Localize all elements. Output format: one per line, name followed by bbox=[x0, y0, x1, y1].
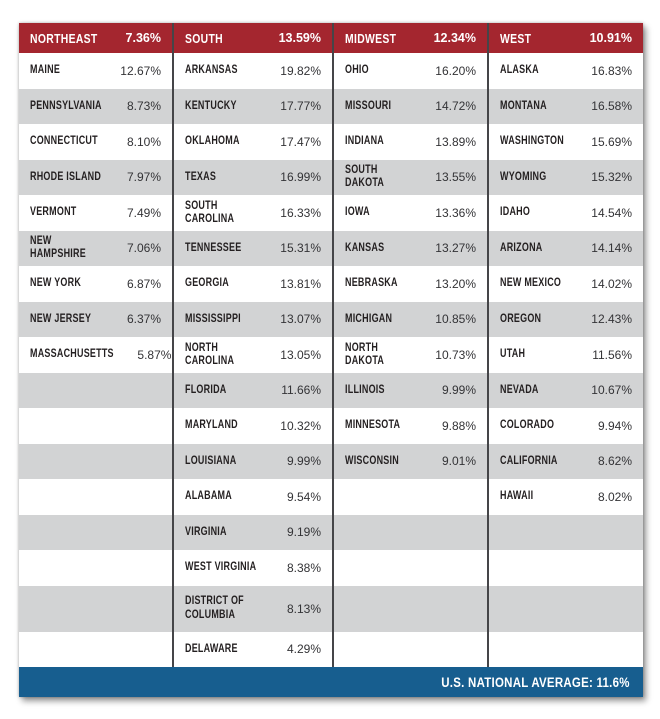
state-value: 9.01% bbox=[441, 454, 476, 469]
state-value: 8.10% bbox=[126, 134, 161, 149]
region-column bbox=[19, 23, 172, 667]
empty-row bbox=[489, 632, 643, 668]
state-name: OREGON bbox=[500, 312, 542, 325]
state-row bbox=[334, 302, 487, 338]
state-value: 13.20% bbox=[435, 276, 476, 291]
state-name: VIRGINIA bbox=[185, 525, 227, 538]
state-value: 14.54% bbox=[591, 205, 632, 220]
empty-row bbox=[489, 586, 643, 632]
state-row bbox=[174, 337, 332, 373]
state-name: NEVADA bbox=[500, 383, 539, 396]
state-value: 8.73% bbox=[126, 99, 161, 114]
state-name: GEORGIA bbox=[185, 277, 230, 290]
state-row bbox=[174, 195, 332, 231]
state-name: COLORADO bbox=[500, 419, 555, 432]
state-name: MICHIGAN bbox=[345, 312, 393, 325]
state-value: 12.43% bbox=[591, 312, 632, 327]
region-average: 12.34% bbox=[433, 31, 476, 45]
state-row bbox=[489, 160, 643, 196]
state-value: 7.97% bbox=[126, 170, 161, 185]
state-name: VERMONT bbox=[30, 206, 77, 219]
region-header bbox=[19, 23, 172, 53]
state-name: MAINE bbox=[30, 64, 61, 77]
state-value: 16.99% bbox=[280, 170, 321, 185]
columns bbox=[19, 23, 643, 667]
state-name: ALASKA bbox=[500, 64, 539, 77]
state-value: 8.38% bbox=[286, 560, 321, 575]
state-name: NEW YORK bbox=[30, 277, 82, 290]
state-name: WEST VIRGINIA bbox=[185, 561, 257, 574]
region-header bbox=[174, 23, 332, 53]
state-name: KENTUCKY bbox=[185, 99, 237, 112]
empty-row bbox=[19, 515, 172, 551]
state-name: ARIZONA bbox=[500, 241, 543, 254]
state-name: WISCONSIN bbox=[345, 454, 399, 467]
region-name: WEST bbox=[500, 30, 532, 46]
state-name: MASSACHUSETTS bbox=[30, 348, 114, 361]
state-value: 17.47% bbox=[280, 134, 321, 149]
state-value: 17.77% bbox=[280, 99, 321, 114]
state-row bbox=[489, 373, 643, 409]
state-name: WYOMING bbox=[500, 170, 547, 183]
state-value: 9.19% bbox=[286, 525, 321, 540]
state-name: ILLINOIS bbox=[345, 383, 385, 396]
state-row bbox=[334, 160, 487, 196]
state-name: CALIFORNIA bbox=[500, 454, 558, 467]
state-name: MISSOURI bbox=[345, 99, 392, 112]
state-name: DELAWARE bbox=[185, 642, 238, 655]
state-row bbox=[334, 124, 487, 160]
state-name: SOUTH DAKOTA bbox=[345, 164, 385, 190]
state-value: 8.02% bbox=[597, 489, 632, 504]
region-name: SOUTH bbox=[185, 30, 223, 46]
state-row bbox=[334, 373, 487, 409]
state-row bbox=[489, 231, 643, 267]
state-value: 7.49% bbox=[126, 205, 161, 220]
state-name: CONNECTICUT bbox=[30, 135, 98, 148]
state-row bbox=[174, 479, 332, 515]
state-row bbox=[174, 231, 332, 267]
state-value: 13.55% bbox=[435, 170, 476, 185]
state-value: 8.62% bbox=[597, 454, 632, 469]
state-name: NEW JERSEY bbox=[30, 312, 92, 325]
state-row bbox=[19, 231, 172, 267]
state-value: 13.07% bbox=[280, 312, 321, 327]
state-value: 10.32% bbox=[280, 418, 321, 433]
state-row bbox=[174, 444, 332, 480]
state-name: MARYLAND bbox=[185, 419, 238, 432]
state-row bbox=[334, 266, 487, 302]
state-value: 6.87% bbox=[126, 276, 161, 291]
state-name: HAWAII bbox=[500, 490, 534, 503]
region-header bbox=[334, 23, 487, 53]
state-row bbox=[334, 89, 487, 125]
state-value: 14.72% bbox=[435, 99, 476, 114]
state-value: 9.99% bbox=[441, 383, 476, 398]
state-value: 9.54% bbox=[286, 489, 321, 504]
state-value: 16.58% bbox=[591, 99, 632, 114]
state-value: 16.33% bbox=[280, 205, 321, 220]
state-value: 9.94% bbox=[597, 418, 632, 433]
empty-row bbox=[334, 586, 487, 632]
empty-row bbox=[489, 515, 643, 551]
state-name: IDAHO bbox=[500, 206, 531, 219]
state-row bbox=[19, 302, 172, 338]
state-name: TENNESSEE bbox=[185, 241, 242, 254]
state-row bbox=[174, 124, 332, 160]
state-name: PENNSYLVANIA bbox=[30, 99, 102, 112]
empty-row bbox=[334, 632, 487, 668]
state-row bbox=[489, 266, 643, 302]
state-name: SOUTH CAROLINA bbox=[185, 199, 235, 225]
state-name: NORTH CAROLINA bbox=[185, 341, 235, 367]
state-value: 15.31% bbox=[280, 241, 321, 256]
state-name: WASHINGTON bbox=[500, 135, 564, 148]
state-value: 9.99% bbox=[286, 454, 321, 469]
state-row bbox=[489, 195, 643, 231]
national-average-label: U.S. NATIONAL AVERAGE: 11.6% bbox=[441, 674, 630, 690]
state-row bbox=[489, 337, 643, 373]
state-row bbox=[334, 444, 487, 480]
state-value: 7.06% bbox=[126, 241, 161, 256]
region-column bbox=[332, 23, 487, 667]
state-row bbox=[334, 195, 487, 231]
state-row bbox=[174, 266, 332, 302]
state-row bbox=[19, 89, 172, 125]
region-average: 13.59% bbox=[278, 31, 321, 45]
region-average: 10.91% bbox=[589, 31, 632, 45]
state-value: 6.37% bbox=[126, 312, 161, 327]
state-row bbox=[334, 53, 487, 89]
state-name: KANSAS bbox=[345, 241, 385, 254]
state-value: 11.56% bbox=[592, 347, 632, 362]
state-name: TEXAS bbox=[185, 170, 217, 183]
state-value: 9.88% bbox=[441, 418, 476, 433]
state-name: OKLAHOMA bbox=[185, 135, 240, 148]
state-row bbox=[19, 160, 172, 196]
region-name: NORTHEAST bbox=[30, 30, 98, 46]
regional-rates-table bbox=[19, 23, 643, 697]
state-value: 13.27% bbox=[435, 241, 476, 256]
state-value: 13.36% bbox=[435, 205, 476, 220]
state-value: 16.83% bbox=[591, 63, 632, 78]
empty-row bbox=[19, 550, 172, 586]
state-value: 10.85% bbox=[435, 312, 476, 327]
state-row bbox=[174, 160, 332, 196]
region-average: 7.36% bbox=[125, 31, 161, 45]
empty-row bbox=[334, 479, 487, 515]
state-row bbox=[174, 53, 332, 89]
empty-row bbox=[19, 479, 172, 515]
state-name: ALABAMA bbox=[185, 490, 232, 503]
state-name: NEBRASKA bbox=[345, 277, 398, 290]
state-value: 11.66% bbox=[281, 383, 321, 398]
state-value: 4.29% bbox=[286, 642, 321, 657]
state-row bbox=[174, 632, 332, 668]
region-header bbox=[489, 23, 643, 53]
region-column bbox=[172, 23, 332, 667]
state-name: ARKANSAS bbox=[185, 64, 238, 77]
state-name: INDIANA bbox=[345, 135, 385, 148]
state-value: 19.82% bbox=[280, 63, 321, 78]
state-value: 14.14% bbox=[591, 241, 632, 256]
state-name: MINNESOTA bbox=[345, 419, 401, 432]
state-row bbox=[334, 231, 487, 267]
state-row bbox=[489, 408, 643, 444]
state-value: 13.89% bbox=[435, 134, 476, 149]
state-name: LOUISIANA bbox=[185, 454, 237, 467]
state-row bbox=[19, 195, 172, 231]
empty-row bbox=[19, 632, 172, 668]
state-value: 12.67% bbox=[120, 63, 161, 78]
empty-row bbox=[334, 515, 487, 551]
empty-row bbox=[19, 373, 172, 409]
state-name: DISTRICT OF COLUMBIA bbox=[185, 595, 244, 621]
state-row bbox=[19, 266, 172, 302]
state-name: RHODE ISLAND bbox=[30, 170, 102, 183]
state-value: 13.81% bbox=[280, 276, 321, 291]
state-row bbox=[19, 124, 172, 160]
state-row bbox=[174, 302, 332, 338]
state-row bbox=[174, 515, 332, 551]
state-name: OHIO bbox=[345, 64, 369, 77]
state-row bbox=[489, 53, 643, 89]
state-name: IOWA bbox=[345, 206, 370, 219]
state-row bbox=[19, 337, 172, 373]
state-row bbox=[174, 89, 332, 125]
state-row bbox=[489, 124, 643, 160]
state-value: 16.20% bbox=[435, 63, 476, 78]
region-column bbox=[487, 23, 643, 667]
state-row bbox=[174, 408, 332, 444]
state-name: FLORIDA bbox=[185, 383, 227, 396]
state-row bbox=[489, 479, 643, 515]
state-name: NEW MEXICO bbox=[500, 277, 562, 290]
empty-row bbox=[19, 444, 172, 480]
state-value: 10.73% bbox=[435, 347, 476, 362]
state-row bbox=[489, 302, 643, 338]
region-name: MIDWEST bbox=[345, 30, 397, 46]
empty-row bbox=[19, 586, 172, 632]
state-row bbox=[489, 444, 643, 480]
state-row bbox=[334, 408, 487, 444]
state-row bbox=[489, 89, 643, 125]
state-name: NEW HAMPSHIRE bbox=[30, 235, 86, 261]
state-name: MONTANA bbox=[500, 99, 547, 112]
state-row bbox=[174, 550, 332, 586]
empty-row bbox=[19, 408, 172, 444]
state-value: 10.67% bbox=[591, 383, 632, 398]
state-name: MISSISSIPPI bbox=[185, 312, 241, 325]
empty-row bbox=[334, 550, 487, 586]
state-value: 15.69% bbox=[591, 134, 632, 149]
state-value: 8.13% bbox=[286, 601, 321, 616]
state-row bbox=[174, 586, 332, 632]
state-row bbox=[19, 53, 172, 89]
state-value: 13.05% bbox=[280, 347, 321, 362]
state-value: 14.02% bbox=[591, 276, 632, 291]
state-value: 15.32% bbox=[591, 170, 632, 185]
national-average-bar bbox=[19, 667, 643, 697]
empty-row bbox=[489, 550, 643, 586]
state-row bbox=[334, 337, 487, 373]
state-name: UTAH bbox=[500, 348, 526, 361]
state-row bbox=[174, 373, 332, 409]
state-name: NORTH DAKOTA bbox=[345, 341, 385, 367]
state-value: 5.87% bbox=[137, 347, 172, 362]
